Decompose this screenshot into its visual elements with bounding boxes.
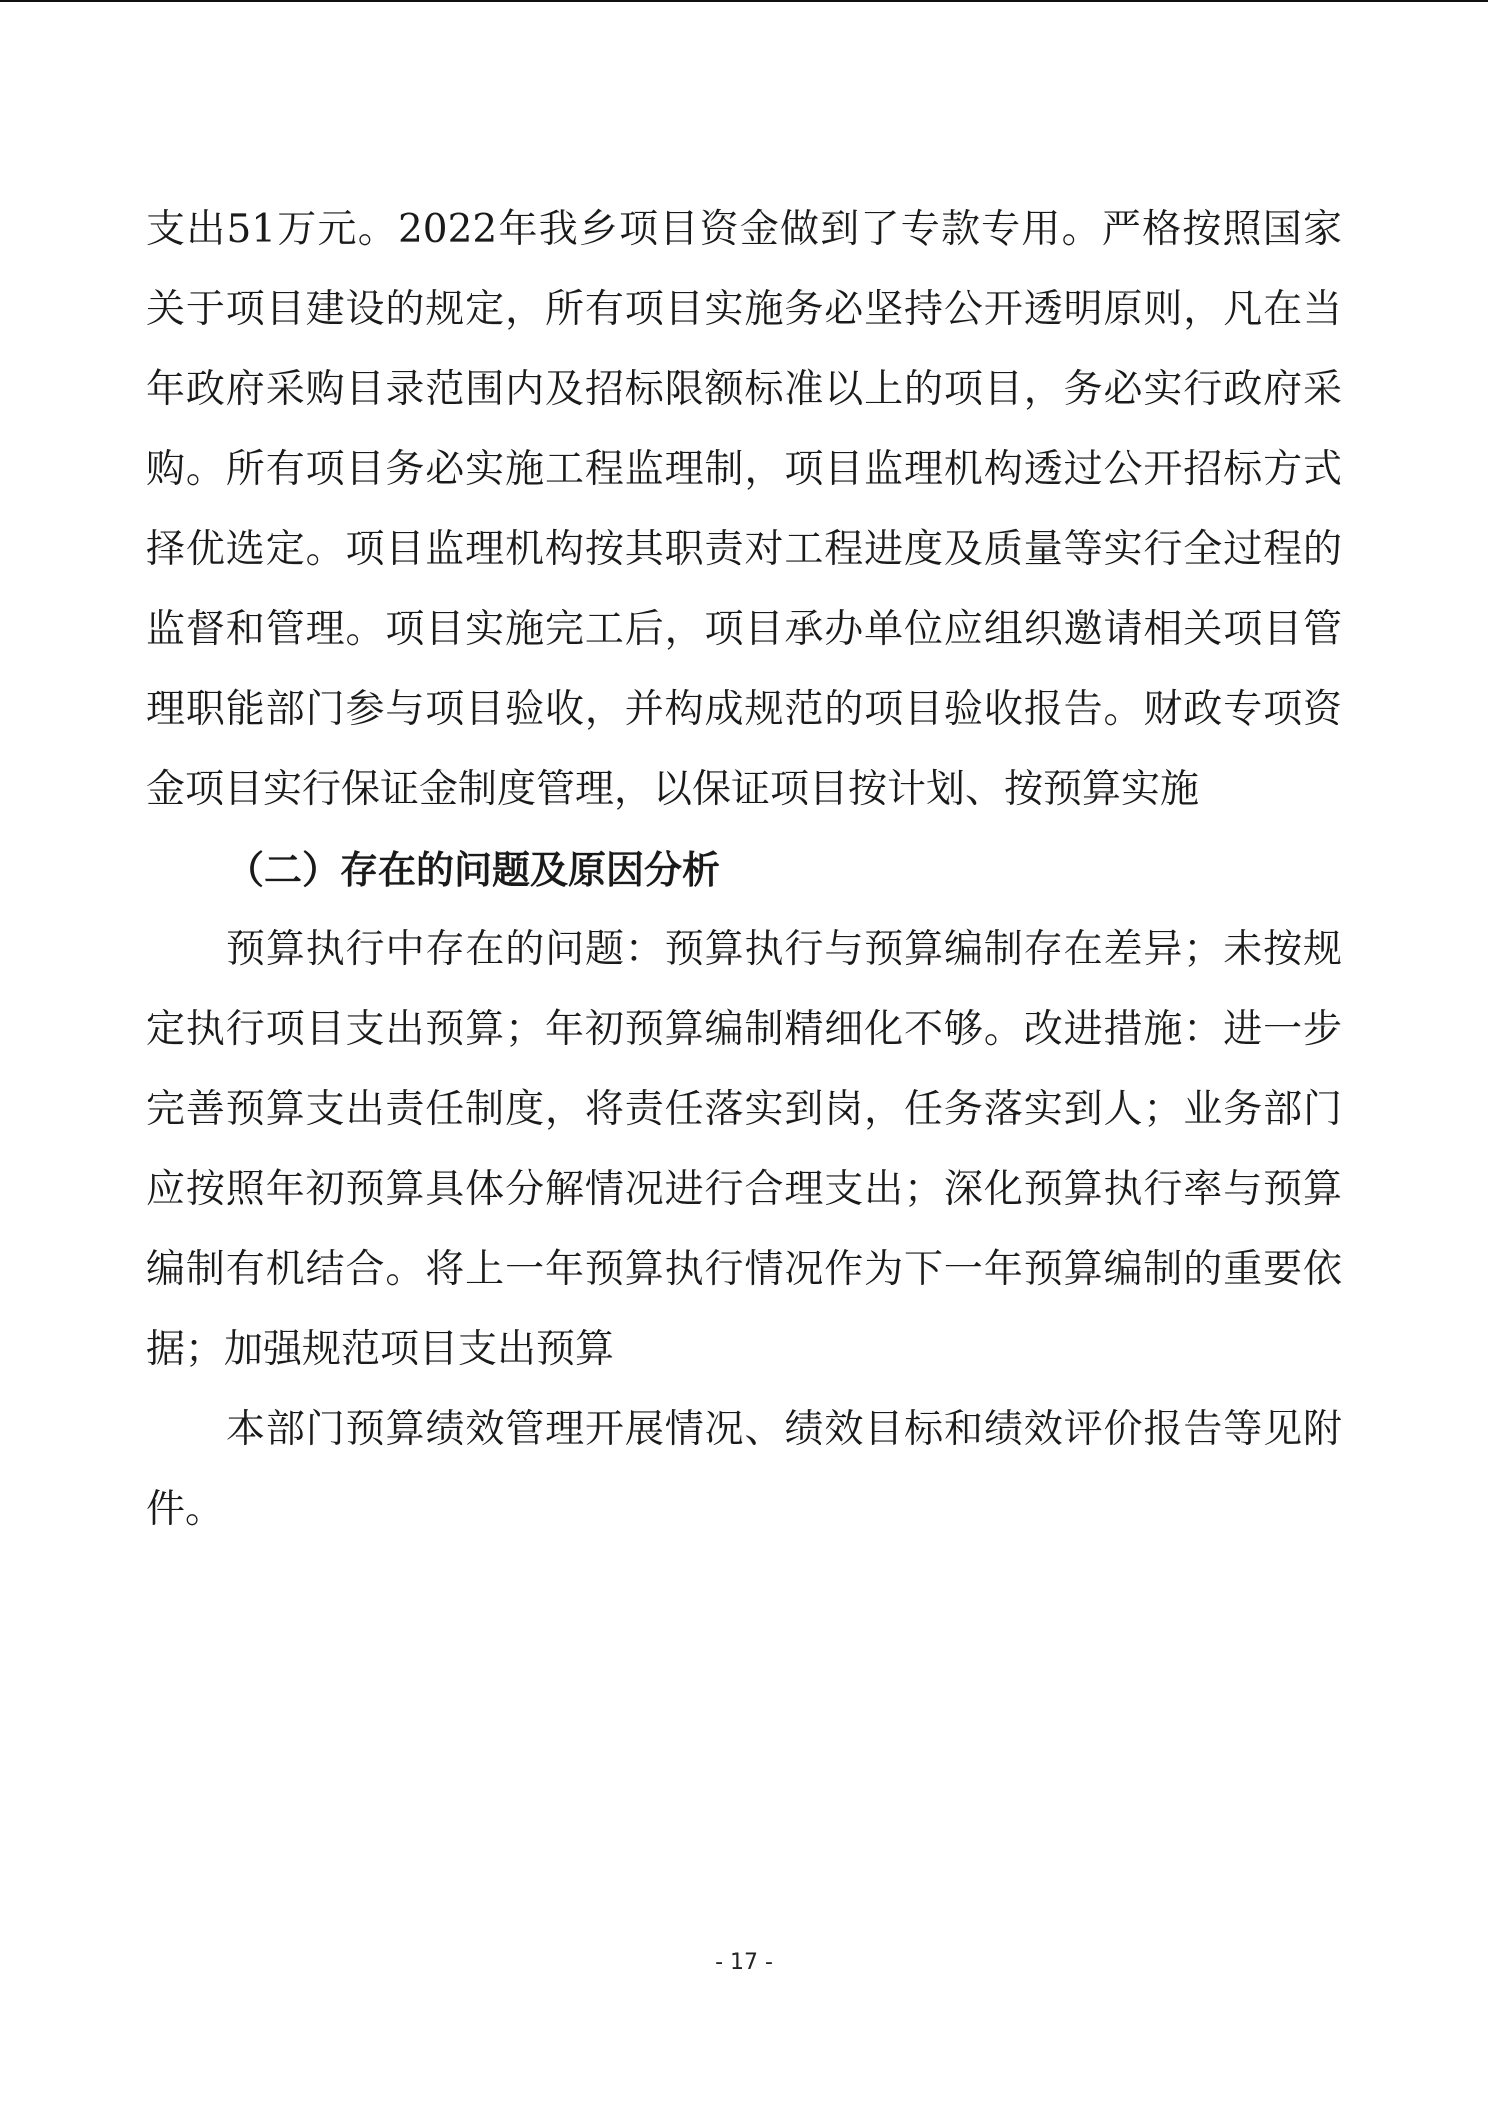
paragraph-project-funds [146, 190, 1342, 830]
paragraph-line: 购。所有项目务必实施工程监理制，项目监理机构透过公开招标方式 [146, 447, 1342, 492]
paragraph-attachment-note [146, 1390, 1342, 1550]
paragraph-line: 预算执行中存在的问题：预算执行与预算编制存在差异；未按规 [226, 927, 1342, 972]
paragraph-line: 监督和管理。项目实施完工后，项目承办单位应组织邀请相关项目管 [146, 607, 1342, 652]
paragraph-line: 关于项目建设的规定，所有项目实施务必坚持公开透明原则，凡在当 [146, 287, 1342, 332]
paragraph-line: 应按照年初预算具体分解情况进行合理支出；深化预算执行率与预算 [146, 1167, 1342, 1212]
paragraph-line: 年政府采购目录范围内及招标限额标准以上的项目，务必实行政府采 [146, 367, 1342, 412]
top-border-rule [0, 0, 1488, 2]
section-heading: （二）存在的问题及原因分析 [226, 848, 721, 892]
paragraph-line: 编制有机结合。将上一年预算执行情况作为下一年预算编制的重要依 [146, 1247, 1342, 1292]
paragraph-line: 支出51万元。2022年我乡项目资金做到了专款专用。严格按照国家 [146, 207, 1342, 252]
paragraph-line: 择优选定。项目监理机构按其职责对工程进度及质量等实行全过程的 [146, 527, 1342, 572]
paragraph-line: 件。 [146, 1487, 225, 1532]
paragraph-problems-analysis [146, 910, 1342, 1390]
paragraph-line: 理职能部门参与项目验收，并构成规范的项目验收报告。财政专项资 [146, 687, 1342, 732]
paragraph-line: 定执行项目支出预算；年初预算编制精细化不够。改进措施：进一步 [146, 1007, 1342, 1052]
page-number: - 17 - [715, 1950, 773, 1975]
paragraph-line: 据；加强规范项目支出预算 [146, 1327, 615, 1372]
paragraph-line: 本部门预算绩效管理开展情况、绩效目标和绩效评价报告等见附 [226, 1407, 1342, 1452]
document-body [146, 190, 1342, 1550]
paragraph-line: 金项目实行保证金制度管理，以保证项目按计划、按预算实施 [146, 767, 1200, 812]
paragraph-line: 完善预算支出责任制度，将责任落实到岗，任务落实到人；业务部门 [146, 1087, 1342, 1132]
